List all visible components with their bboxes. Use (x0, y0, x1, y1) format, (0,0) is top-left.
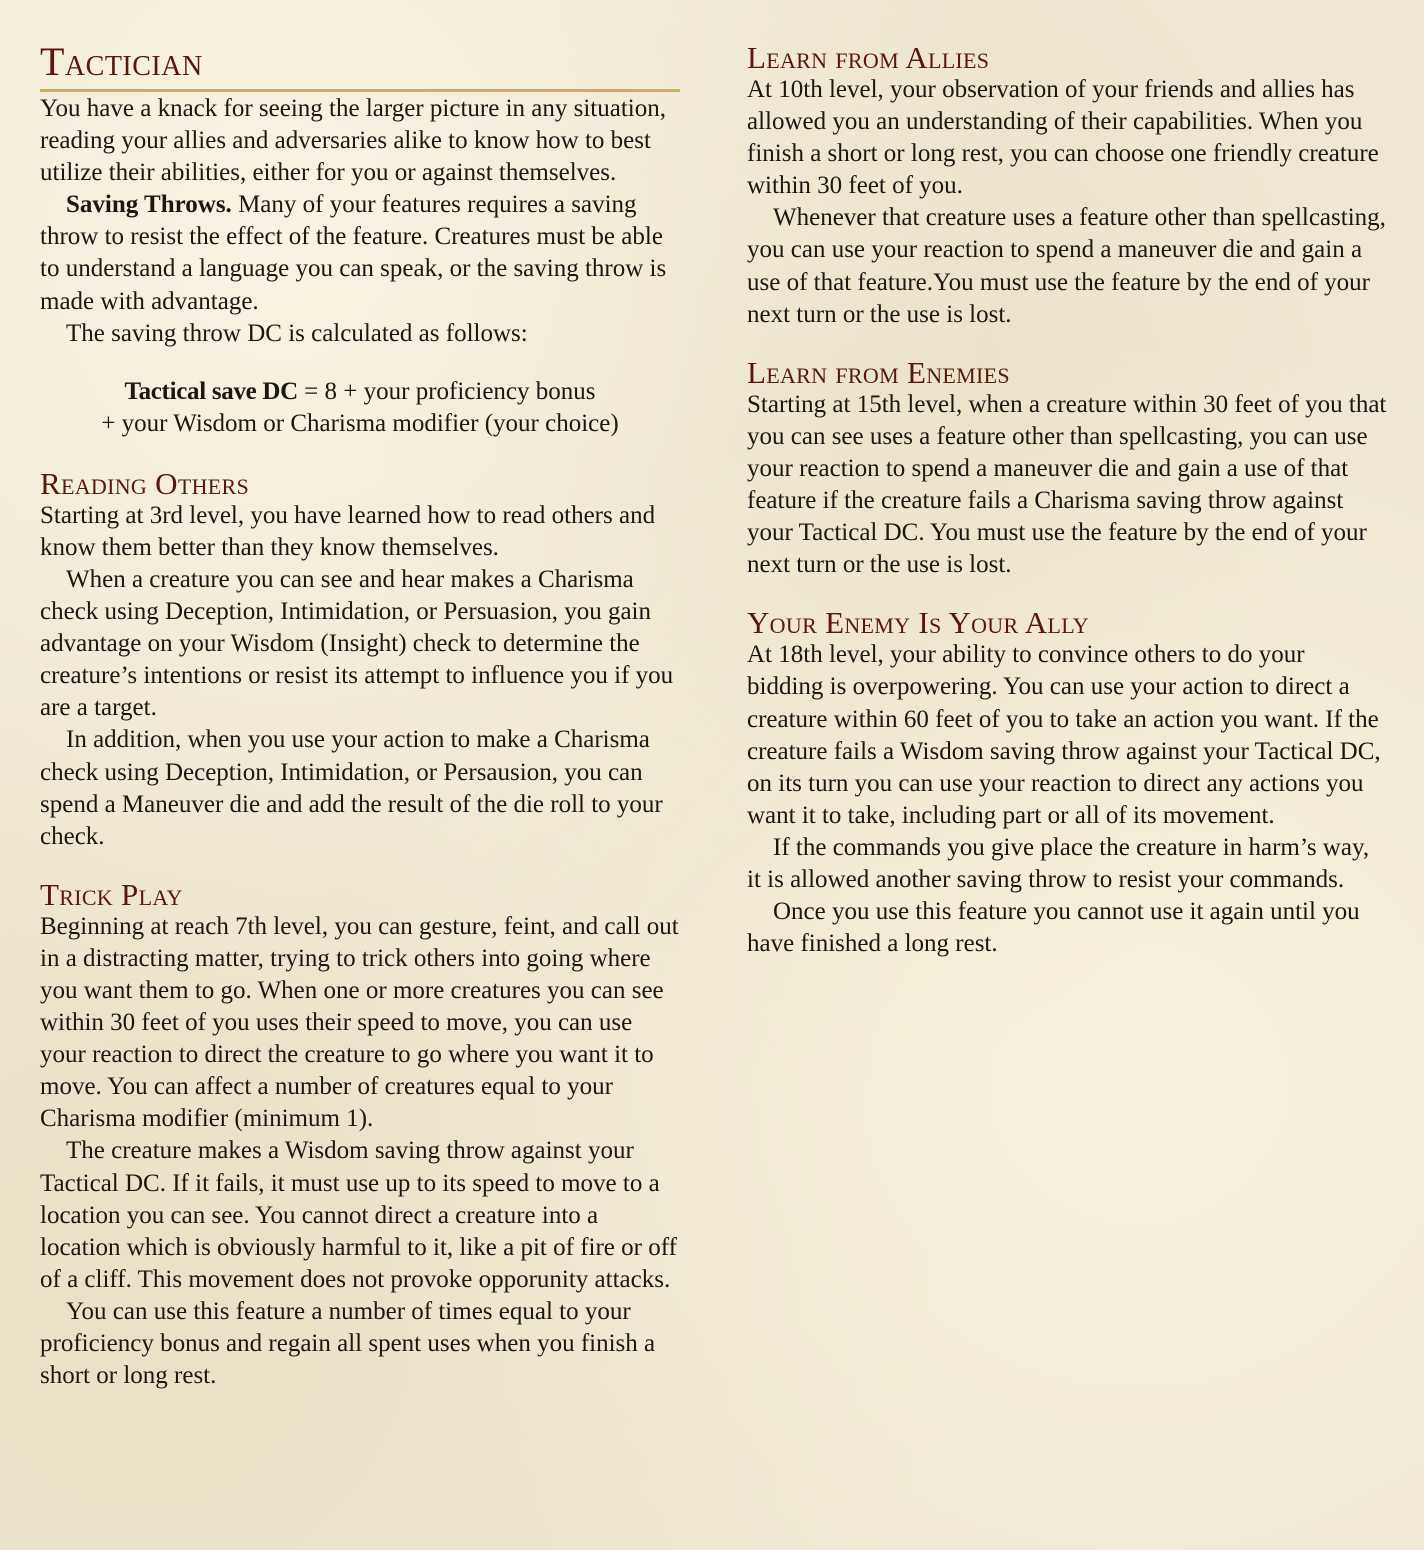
reading-others-p1: Starting at 3rd level, you have learned how to read others and know them better than they know themselves. (40, 501, 656, 561)
learn-allies-p2: Whenever that creature uses a feature other than spellcasting, you can use your reaction to spend a maneuver die and gain a use of that feature.You must use the feature by the end of your next turn or the use is lost. (747, 204, 1386, 328)
saving-throws-text: Many of your features requires a saving throw to resist the effect of the feature. Creatures must be able to understand a language you can speak, or the saving throw is made with advantage. (40, 191, 667, 315)
left-column (40, 0, 680, 1392)
right-column (747, 0, 1387, 960)
saving-throws-label: Saving Throws. (66, 191, 232, 219)
heading-reading-others: Reading Others (40, 465, 250, 501)
reading-others-p2: When a creature you can see and hear makes a Charisma check using Deception, Intimidation, or Persuasion, you gain advantage on your Wisdom (Insight) check to determine the creature’s intentions or resist its attempt to influence you if you are a target. (40, 565, 674, 722)
reading-others-p3: In addition, when you use your action to make a Charisma check using Deception, Intimidation, or Persausion, you can spend a Maneuver die and add the result of the die roll to your check. (40, 726, 663, 850)
intro-paragraph: You have a knack for seeing the larger picture in any situation, reading your allies and adversaries alike to know how to best utilize their abilities, either for you or against themselves. (40, 95, 666, 187)
trick-play-p3: You can use this feature a number of times equal to your proficiency bonus and regain all spent uses when you finish a short or long rest. (40, 1297, 656, 1390)
learn-allies-p1: At 10th level, your observation of your friends and allies has allowed you an understanding of their capabilities. When you finish a short or long rest, you can choose one friendly creature within 30 feet of you. (747, 76, 1379, 200)
page-title: Tactician (40, 42, 680, 92)
formula-line1: = 8 + your proficiency bonus (297, 377, 596, 405)
heading-your-enemy-is-your-ally: Your Enemy Is Your Ally (747, 605, 1089, 641)
enemy-ally-p1: At 18th level, your ability to convince others to do your bidding is overpowering. You can use your action to direct a creature within 60 feet of you to take an action you want. If the creature fails a Wisdom saving throw against your Tactical DC, on its turn you can use your reaction to direct any actions you want it to take, including part or all of its movement. (747, 641, 1381, 829)
trick-play-p2: The creature makes a Wisdom saving throw against your Tactical DC. If it fails, it must use up to its speed to move to a location you can see. You cannot direct a creature into a location which is obviously harmful to it, like a pit of fire or off of a cliff. This movement does not provoke opporunity attacks. (40, 1137, 677, 1293)
saving-throws-paragraph (40, 189, 680, 317)
heading-learn-from-enemies: Learn from Enemies (747, 354, 1010, 390)
enemy-ally-p3: Once you use this feature you cannot use it again until you have finished a long rest. (747, 898, 1360, 958)
heading-trick-play: Trick Play (40, 876, 183, 912)
trick-play-p1: Beginning at reach 7th level, you can gesture, feint, and call out in a distracting matter, trying to trick others into going where you want them to go. When one or more creatures you can see within 30 feet of you uses their speed to move, you can use your reaction to direct the creature to go where you want it to move. You can affect a number of creatures equal to your Charisma modifier (minimum 1). (40, 912, 679, 1133)
dc-intro: The saving throw DC is calculated as follows: (66, 319, 528, 347)
enemy-ally-p2: If the commands you give place the creature in harm’s way, it is allowed another saving throw to resist your commands. (747, 833, 1370, 893)
learn-enemies-p1: Starting at 15th level, when a creature within 30 feet of you that you can see uses a feature other than spellcasting, you can use your reaction to spend a maneuver die and gain a use of that feature if the creature fails a Charisma saving throw against your Tactical DC. You must use the feature by the end of your next turn or the use is lost. (747, 390, 1387, 579)
formula-line2: + your Wisdom or Charisma modifier (your choice) (101, 409, 619, 437)
formula-label: Tactical save DC (124, 377, 298, 405)
dc-formula (40, 376, 680, 440)
heading-learn-from-allies: Learn from Allies (747, 40, 990, 75)
